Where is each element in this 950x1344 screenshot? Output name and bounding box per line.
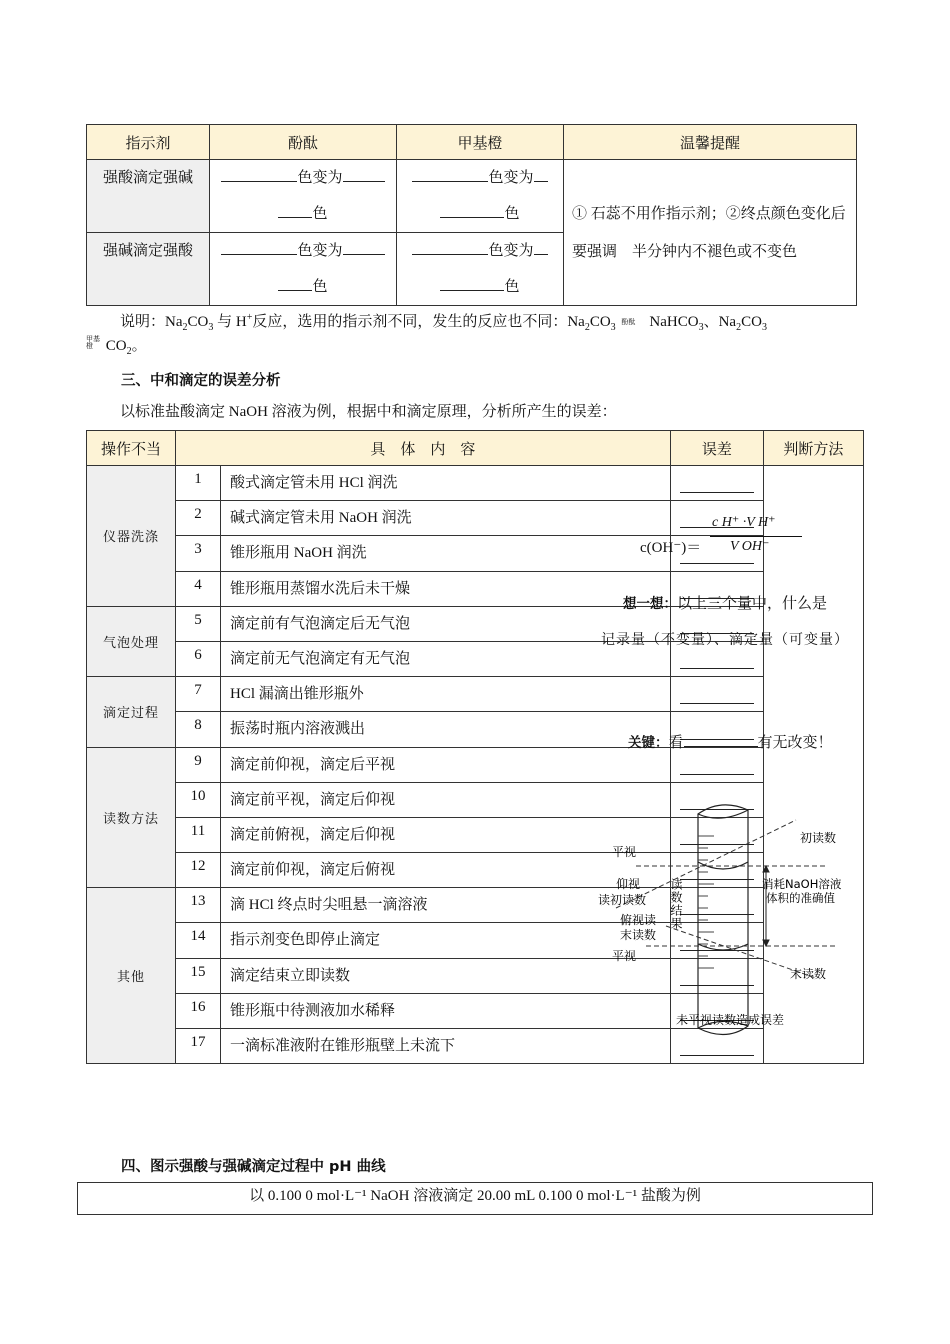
indicator-table — [86, 124, 857, 306]
label-level-bottom: 平视 — [612, 949, 637, 963]
row-content: 滴定前无气泡滴定有无气泡 — [221, 641, 671, 676]
row-number: 17 — [176, 1029, 221, 1064]
phenolphthalein-over: 酚酞 — [621, 318, 636, 326]
row-number: 4 — [176, 571, 221, 606]
row-base-acid-label: 强碱滴定强酸 — [87, 233, 210, 306]
note-paragraph-line2: 甲基橙 $CO_2$。 — [86, 335, 147, 357]
formula-denominator: V OH⁻ — [730, 539, 770, 554]
think-label: 想一想： — [622, 596, 677, 612]
group-label: 其他 — [87, 888, 176, 1064]
label-look-down-2: 末读数 — [620, 928, 657, 942]
label-accurate: 体积的准确值 — [766, 891, 835, 905]
row-number: 12 — [176, 853, 221, 888]
row-content: 碱式滴定管未用 NaOH 润洗 — [221, 501, 671, 536]
row-number: 15 — [176, 958, 221, 993]
label-first-read: 初读数 — [800, 831, 837, 845]
row-content: 滴定前平视，滴定后仰视 — [221, 782, 671, 817]
row-number: 7 — [176, 677, 221, 712]
group-label: 气泡处理 — [87, 606, 176, 676]
row-number: 2 — [176, 501, 221, 536]
formula-numerator: c H⁺ ·V H⁺ — [712, 515, 776, 530]
figure-caption: 未平视读数造成误差 — [676, 1013, 785, 1027]
header-error: 误差 — [670, 431, 763, 466]
row-number: 6 — [176, 641, 221, 676]
row-content: HCl 漏滴出锥形瓶外 — [221, 677, 671, 712]
think-text: 以上三个量中，什么是 — [676, 596, 827, 612]
header-tip: 温馨提醒 — [564, 125, 857, 160]
row-number: 9 — [176, 747, 221, 782]
row-content: 滴定前仰视，滴定后平视 — [221, 747, 671, 782]
section4-title: 四、图示强酸与强碱滴定过程中 pH 曲线 — [121, 1159, 386, 1175]
row-content: 锥形瓶用 NaOH 润洗 — [221, 536, 671, 571]
label-level-top: 平视 — [612, 845, 637, 859]
row-content: 锥形瓶中待测液加水稀释 — [221, 993, 671, 1028]
label-look-up-2: 读初读数 — [598, 893, 647, 907]
row-content: 指示剂变色即停止滴定 — [221, 923, 671, 958]
header-content: 具 体 内 容 — [176, 431, 671, 466]
row-content: 酸式滴定管未用 HCl 润洗 — [221, 466, 671, 501]
row-number: 14 — [176, 923, 221, 958]
row-number: 13 — [176, 888, 221, 923]
row-content: 滴 HCl 终点时尖咀悬一滴溶液 — [221, 888, 671, 923]
think-answer: 记录量（不变量）、滴定量（可变量） — [601, 632, 849, 648]
row-content: 滴定结束立即读数 — [221, 958, 671, 993]
row-content: 滴定前仰视，滴定后俯视 — [221, 853, 671, 888]
row-number: 10 — [176, 782, 221, 817]
key-label: 关键： — [628, 735, 669, 751]
section3-title: 三、中和滴定的误差分析 — [121, 373, 281, 389]
label-consume: 消耗NaOH溶液 — [762, 877, 842, 891]
method-cell-content — [586, 466, 863, 1064]
note-paragraph: 说明：$Na_2CO_3$ 与 H+反应，选用的指示剂不同，发生的反应也不同：$Na_2CO_3$ 酚酞 NaHCO$_3$、$Na_2CO_3$ — [120, 312, 767, 333]
row-content: 锥形瓶用蒸馏水洗后未干燥 — [221, 571, 671, 606]
group-label: 滴定过程 — [87, 677, 176, 747]
row-number: 1 — [176, 466, 221, 501]
header-methyl-orange: 甲基橙 — [397, 125, 564, 160]
methyl-orange-over: 甲基橙 — [86, 335, 100, 350]
formula-left: c(OH⁻)＝ — [640, 540, 702, 556]
cell-pp-1: 色变为 色 — [210, 160, 397, 233]
section4-box-text: 以 0.100 0 mol·L⁻¹ NaOH 溶液滴定 20.00 mL 0.100 0 mol·L⁻¹ 盐酸为例 — [249, 1188, 701, 1204]
row-content: 滴定前俯视，滴定后仰视 — [221, 817, 671, 852]
label-look-down: 俯视读 — [620, 913, 657, 927]
header-phenolphthalein: 酚酞 — [210, 125, 397, 160]
formula — [640, 506, 860, 566]
meniscus — [698, 862, 748, 950]
row-content: 一滴标准液附在锥形瓶壁上未流下 — [221, 1029, 671, 1064]
label-final-read: 末读数 — [790, 967, 827, 981]
cell-mo-2: 色变为 色 — [397, 233, 564, 306]
header-operation: 操作不当 — [87, 431, 176, 466]
think-block — [596, 586, 854, 658]
row-acid-base-label: 强酸滴定强碱 — [87, 160, 210, 233]
row-number: 3 — [176, 536, 221, 571]
header-indicator: 指示剂 — [87, 125, 210, 160]
row-content: 振荡时瓶内溶液溅出 — [221, 712, 671, 747]
row-number: 5 — [176, 606, 221, 641]
section4-box — [77, 1182, 873, 1215]
row-number: 16 — [176, 993, 221, 1028]
row-content: 滴定前有气泡滴定后无气泡 — [221, 606, 671, 641]
section3-intro: 以标准盐酸滴定 NaOH 溶液为例，根据中和滴定原理，分析所产生的误差： — [120, 404, 617, 420]
cell-pp-2: 色变为 色 — [210, 233, 397, 306]
group-label: 读数方法 — [87, 747, 176, 888]
label-look-up: 仰视 — [616, 877, 641, 891]
key-block: 关键：看 有无改变！ — [628, 731, 833, 752]
burette-figure — [586, 796, 863, 1056]
row-number: 11 — [176, 817, 221, 852]
tip-cell: ① 石蕊不用作指示剂；②终点颜色变化后要强调 半分钟内不褪色或不变色 — [564, 160, 857, 306]
label-result: 读数结果 — [669, 878, 683, 930]
group-label: 仪器洗涤 — [87, 466, 176, 607]
cell-mo-1: 色变为 色 — [397, 160, 564, 233]
header-method: 判断方法 — [763, 431, 863, 466]
row-number: 8 — [176, 712, 221, 747]
